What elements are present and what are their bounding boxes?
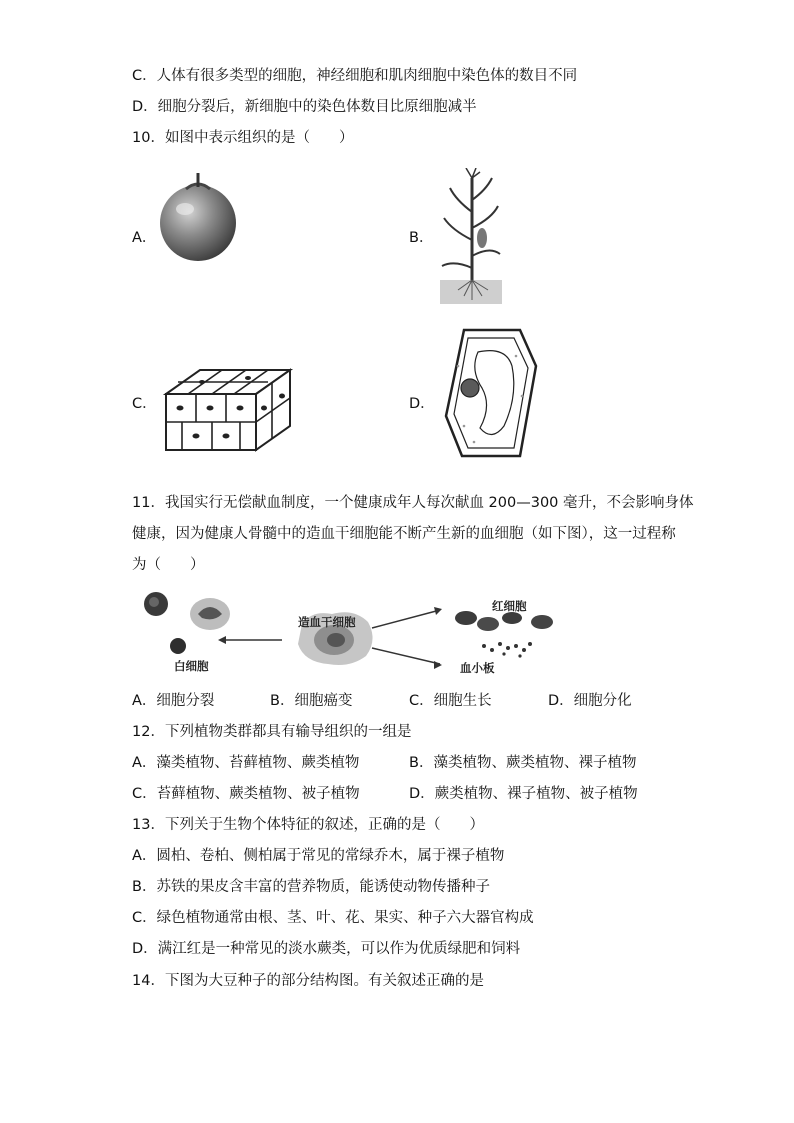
- q11-stem-line3: 为（ ）: [132, 557, 205, 573]
- white-cell-label: 白细胞: [174, 659, 209, 673]
- q10-option-a-label: A．: [132, 230, 157, 246]
- q11-stem-line1: 11．我国实行无偿献血制度，一个健康成年人每次献血 200—300 毫升，不会影响身体: [132, 495, 694, 511]
- q11-stem-line2: 健康，因为健康人骨髓中的造血干细胞能不断产生新的血细胞（如下图），这一过程称: [132, 526, 676, 542]
- q12-option-b: B．藻类植物、蕨类植物、裸子植物: [409, 755, 637, 771]
- q11-option-a: A．细胞分裂: [132, 693, 215, 709]
- platelet-label: 血小板: [460, 661, 495, 675]
- q10-stem: 10．如图中表示组织的是（ ）: [132, 130, 354, 146]
- q10-option-b-label: B．: [409, 230, 434, 246]
- q11-option-d: D．细胞分化: [548, 693, 632, 709]
- q12-option-a: A．藻类植物、苔藓植物、蕨类植物: [132, 755, 360, 771]
- q13-stem: 13．下列关于生物个体特征的叙述，正确的是（ ）: [132, 817, 484, 833]
- stem-cell-label: 造血干细胞: [298, 615, 356, 629]
- q13-option-a: A．圆柏、卷柏、侧柏属于常见的常绿乔木，属于裸子植物: [132, 848, 505, 864]
- q10-option-d-label: D．: [409, 396, 435, 412]
- q11-option-b: B．细胞癌变: [270, 693, 353, 709]
- q13-option-c: C．绿色植物通常由根、茎、叶、花、果实、种子六大器官构成: [132, 910, 534, 926]
- blood-cell-figure: [132, 588, 562, 680]
- corn-plant-image: [436, 168, 506, 304]
- q13-option-b: B．苏铁的果皮含丰富的营养物质，能诱使动物传播种子: [132, 879, 490, 895]
- q11-option-c: C．细胞生长: [409, 693, 492, 709]
- q12-stem: 12．下列植物类群都具有输导组织的一组是: [132, 724, 412, 740]
- tissue-cells-image: [158, 356, 300, 454]
- plant-cell-image: [444, 326, 538, 460]
- q13-option-d: D．满江红是一种常见的淡水蕨类，可以作为优质绿肥和饲料: [132, 941, 521, 957]
- q9-option-c: C．人体有很多类型的细胞，神经细胞和肌肉细胞中染色体的数目不同: [132, 68, 578, 84]
- q12-option-d: D．蕨类植物、裸子植物、被子植物: [409, 786, 638, 802]
- q9-option-d: D．细胞分裂后，新细胞中的染色体数目比原细胞减半: [132, 99, 477, 115]
- q12-option-c: C．苔藓植物、蕨类植物、被子植物: [132, 786, 360, 802]
- q14-stem: 14．下图为大豆种子的部分结构图。有关叙述正确的是: [132, 973, 484, 989]
- tomato-image: [158, 165, 240, 265]
- q10-option-c-label: C．: [132, 396, 157, 412]
- red-cell-label: 红细胞: [492, 599, 527, 613]
